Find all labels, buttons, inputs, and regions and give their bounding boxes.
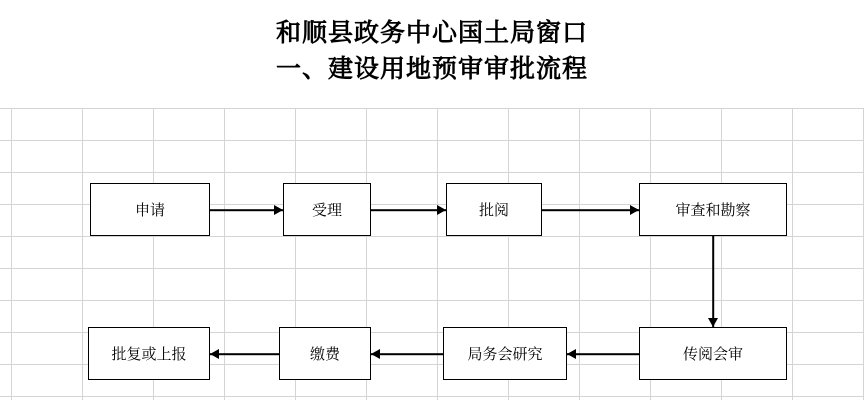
flow-node-label: 申请	[134, 203, 165, 219]
title-line-2: 一、建设用地预审审批流程	[275, 56, 588, 83]
arrow-juwuhui-to-jiaofei	[371, 344, 443, 364]
arrow-shouli-to-piyue	[371, 200, 446, 220]
flow-node-label: 传阅会审	[682, 347, 743, 363]
flow-node-label: 局务会研究	[467, 347, 543, 363]
page-title	[0, 16, 864, 88]
arrow-chuanyue-to-juwuhui	[567, 344, 639, 364]
flow-node-shouli[interactable]	[283, 183, 371, 236]
flow-node-label: 受理	[311, 203, 342, 219]
title-line-1: 和顺县政务中心国土局窗口	[275, 20, 588, 47]
flow-node-label: 审查和勘察	[675, 203, 751, 219]
flow-node-chuanyue-huishen[interactable]	[639, 327, 787, 380]
flow-node-label: 缴费	[309, 347, 340, 363]
arrow-piyue-to-shencha	[542, 200, 639, 220]
arrow-jiaofei-to-pifu	[210, 344, 279, 364]
flow-node-jiaofei[interactable]	[279, 327, 371, 380]
flow-node-label: 批复或上报	[111, 347, 187, 363]
flow-node-label: 批阅	[478, 203, 509, 219]
flow-node-juwuhui-yanjiu[interactable]	[443, 327, 567, 380]
arrow-shenqing-to-shouli	[210, 200, 283, 220]
arrow-shencha-to-chuanyue	[703, 236, 723, 327]
flow-node-pifu-shangbao[interactable]	[88, 327, 210, 380]
flow-node-shencha-kancha[interactable]	[639, 183, 787, 236]
flow-node-shenqing[interactable]	[90, 183, 210, 236]
flow-node-piyue[interactable]	[446, 183, 542, 236]
